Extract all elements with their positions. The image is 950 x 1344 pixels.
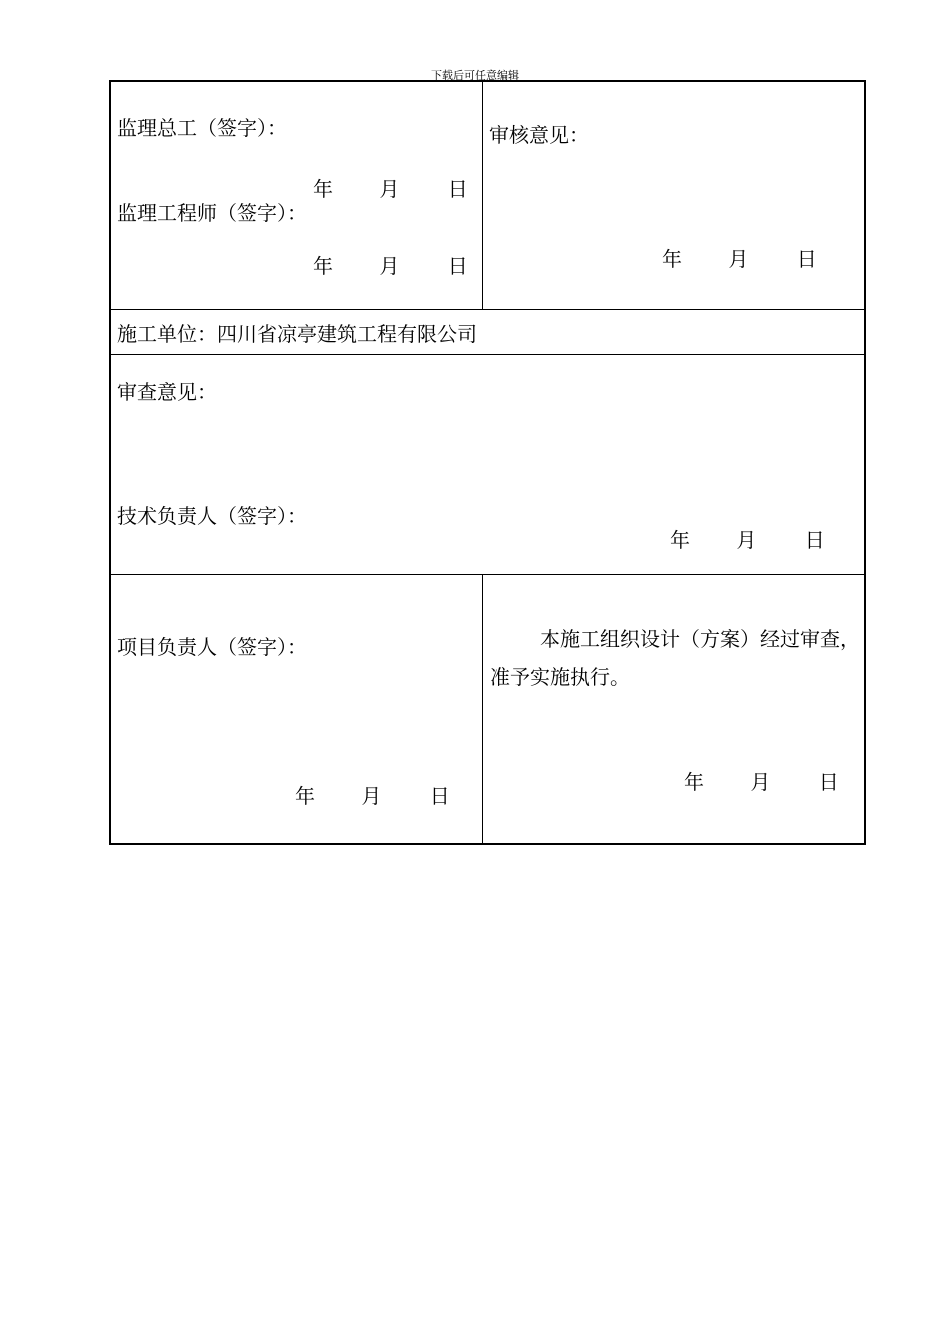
day-label: 日	[804, 528, 825, 552]
technical-lead-label: 技术负责人（签字）：	[117, 504, 307, 528]
approval-form	[109, 80, 866, 845]
year-label: 年	[684, 770, 704, 794]
review-opinion-label: 审核意见：	[489, 123, 589, 147]
approval-date	[684, 770, 839, 794]
day-label: 日	[818, 770, 839, 794]
month-label: 月	[750, 770, 771, 794]
review-date	[662, 247, 817, 271]
year-label: 年	[670, 528, 690, 552]
technical-lead-date	[670, 528, 825, 552]
month-label: 月	[361, 784, 382, 808]
construction-unit-label: 施工单位：四川省凉亭建筑工程有限公司	[117, 322, 477, 346]
chief-supervisor-label: 监理总工（签字）：	[117, 116, 287, 140]
row-divider-2	[111, 354, 864, 355]
column-divider-bottom	[482, 574, 483, 845]
month-label: 月	[379, 177, 400, 201]
year-label: 年	[295, 784, 315, 808]
row-divider-3	[111, 574, 864, 575]
row-divider-1	[111, 309, 864, 310]
month-label: 月	[736, 528, 757, 552]
year-label: 年	[313, 177, 333, 201]
project-manager-label: 项目负责人（签字）：	[117, 635, 307, 659]
day-label: 日	[447, 254, 468, 278]
year-label: 年	[662, 247, 682, 271]
header-note: 下载后可任意编辑	[431, 69, 519, 82]
chief-supervisor-date	[313, 177, 468, 201]
column-divider-top	[482, 82, 483, 309]
project-manager-date	[295, 784, 450, 808]
month-label: 月	[379, 254, 400, 278]
supervising-engineer-date	[313, 254, 468, 278]
month-label: 月	[728, 247, 749, 271]
inspection-opinion-label: 审查意见：	[117, 380, 217, 404]
year-label: 年	[313, 254, 333, 278]
day-label: 日	[796, 247, 817, 271]
day-label: 日	[447, 177, 468, 201]
approval-statement: 本施工组织设计（方案）经过审查，准予实施执行。	[490, 627, 860, 689]
supervising-engineer-label: 监理工程师（签字）：	[117, 201, 307, 225]
day-label: 日	[429, 784, 450, 808]
